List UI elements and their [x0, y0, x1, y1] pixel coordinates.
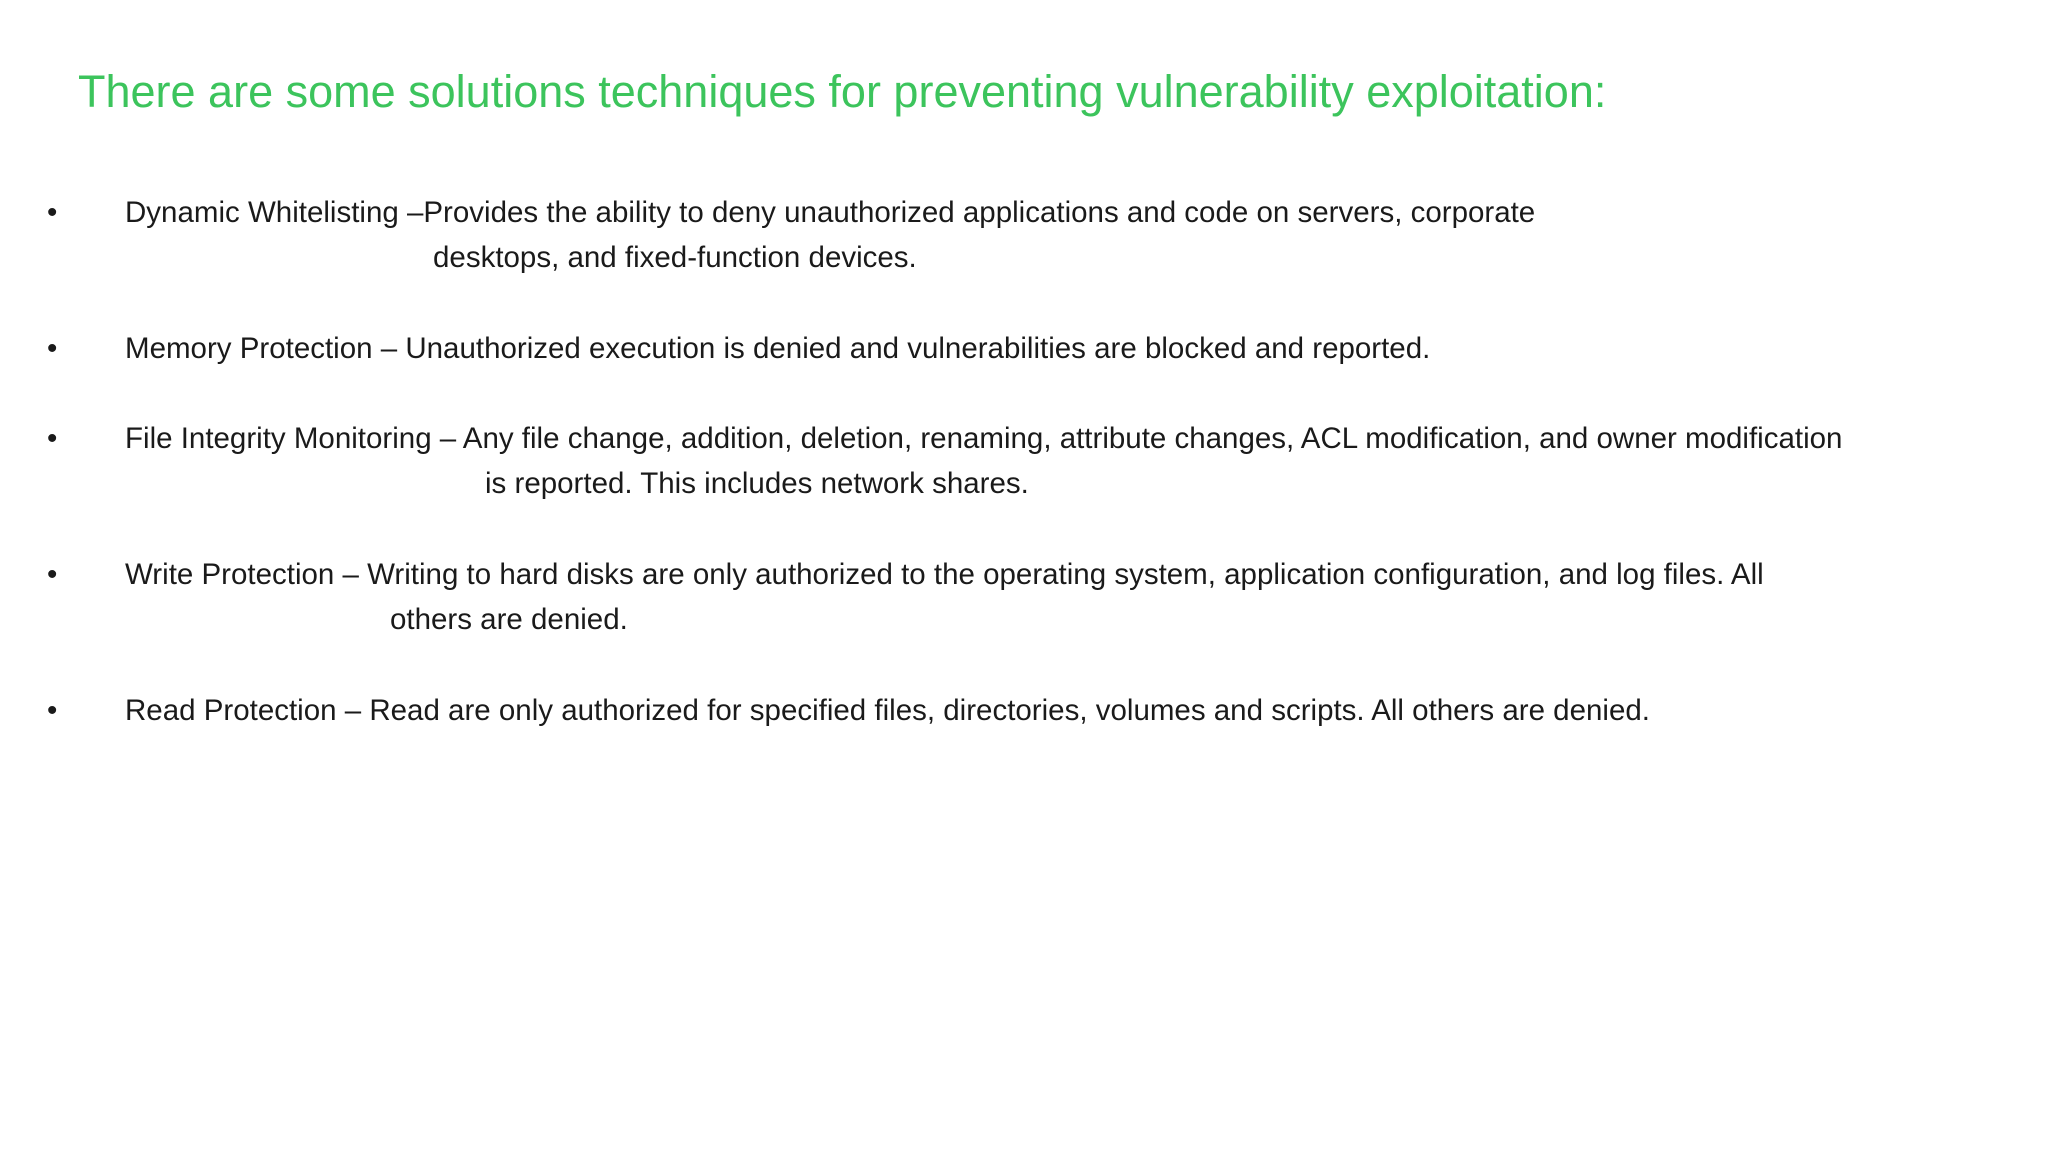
item-text-line-2: is reported. This includes network shares.	[485, 467, 1029, 500]
item-text-line-1: Write Protection – Writing to hard disks are only authorized to the operating system, application configuration, and log files. All	[125, 558, 1764, 591]
item-text-line-1: Read Protection – Read are only authorized for specified files, directories, volumes and scripts. All others are denied.	[125, 694, 1650, 727]
item-text-line-1: File Integrity Monitoring – Any file change, addition, deletion, renaming, attribute changes, ACL modification, and owner modification	[125, 422, 1843, 455]
bullet-icon: •	[47, 196, 58, 229]
bullet-icon: •	[47, 558, 58, 591]
bullet-icon: •	[47, 422, 58, 455]
item-text-line-1: Dynamic Whitelisting –Provides the ability to deny unauthorized applications and code on servers, corporate	[125, 196, 1536, 229]
item-text-line-1: Memory Protection – Unauthorized execution is denied and vulnerabilities are blocked and reported.	[125, 332, 1431, 365]
bullet-icon: •	[47, 332, 58, 365]
slide-title: There are some solutions techniques for preventing vulnerability exploitation:	[78, 66, 1607, 117]
bullet-icon: •	[47, 694, 58, 727]
item-text-line-2: others are denied.	[390, 603, 628, 636]
item-text-line-2: desktops, and fixed-function devices.	[433, 241, 917, 274]
